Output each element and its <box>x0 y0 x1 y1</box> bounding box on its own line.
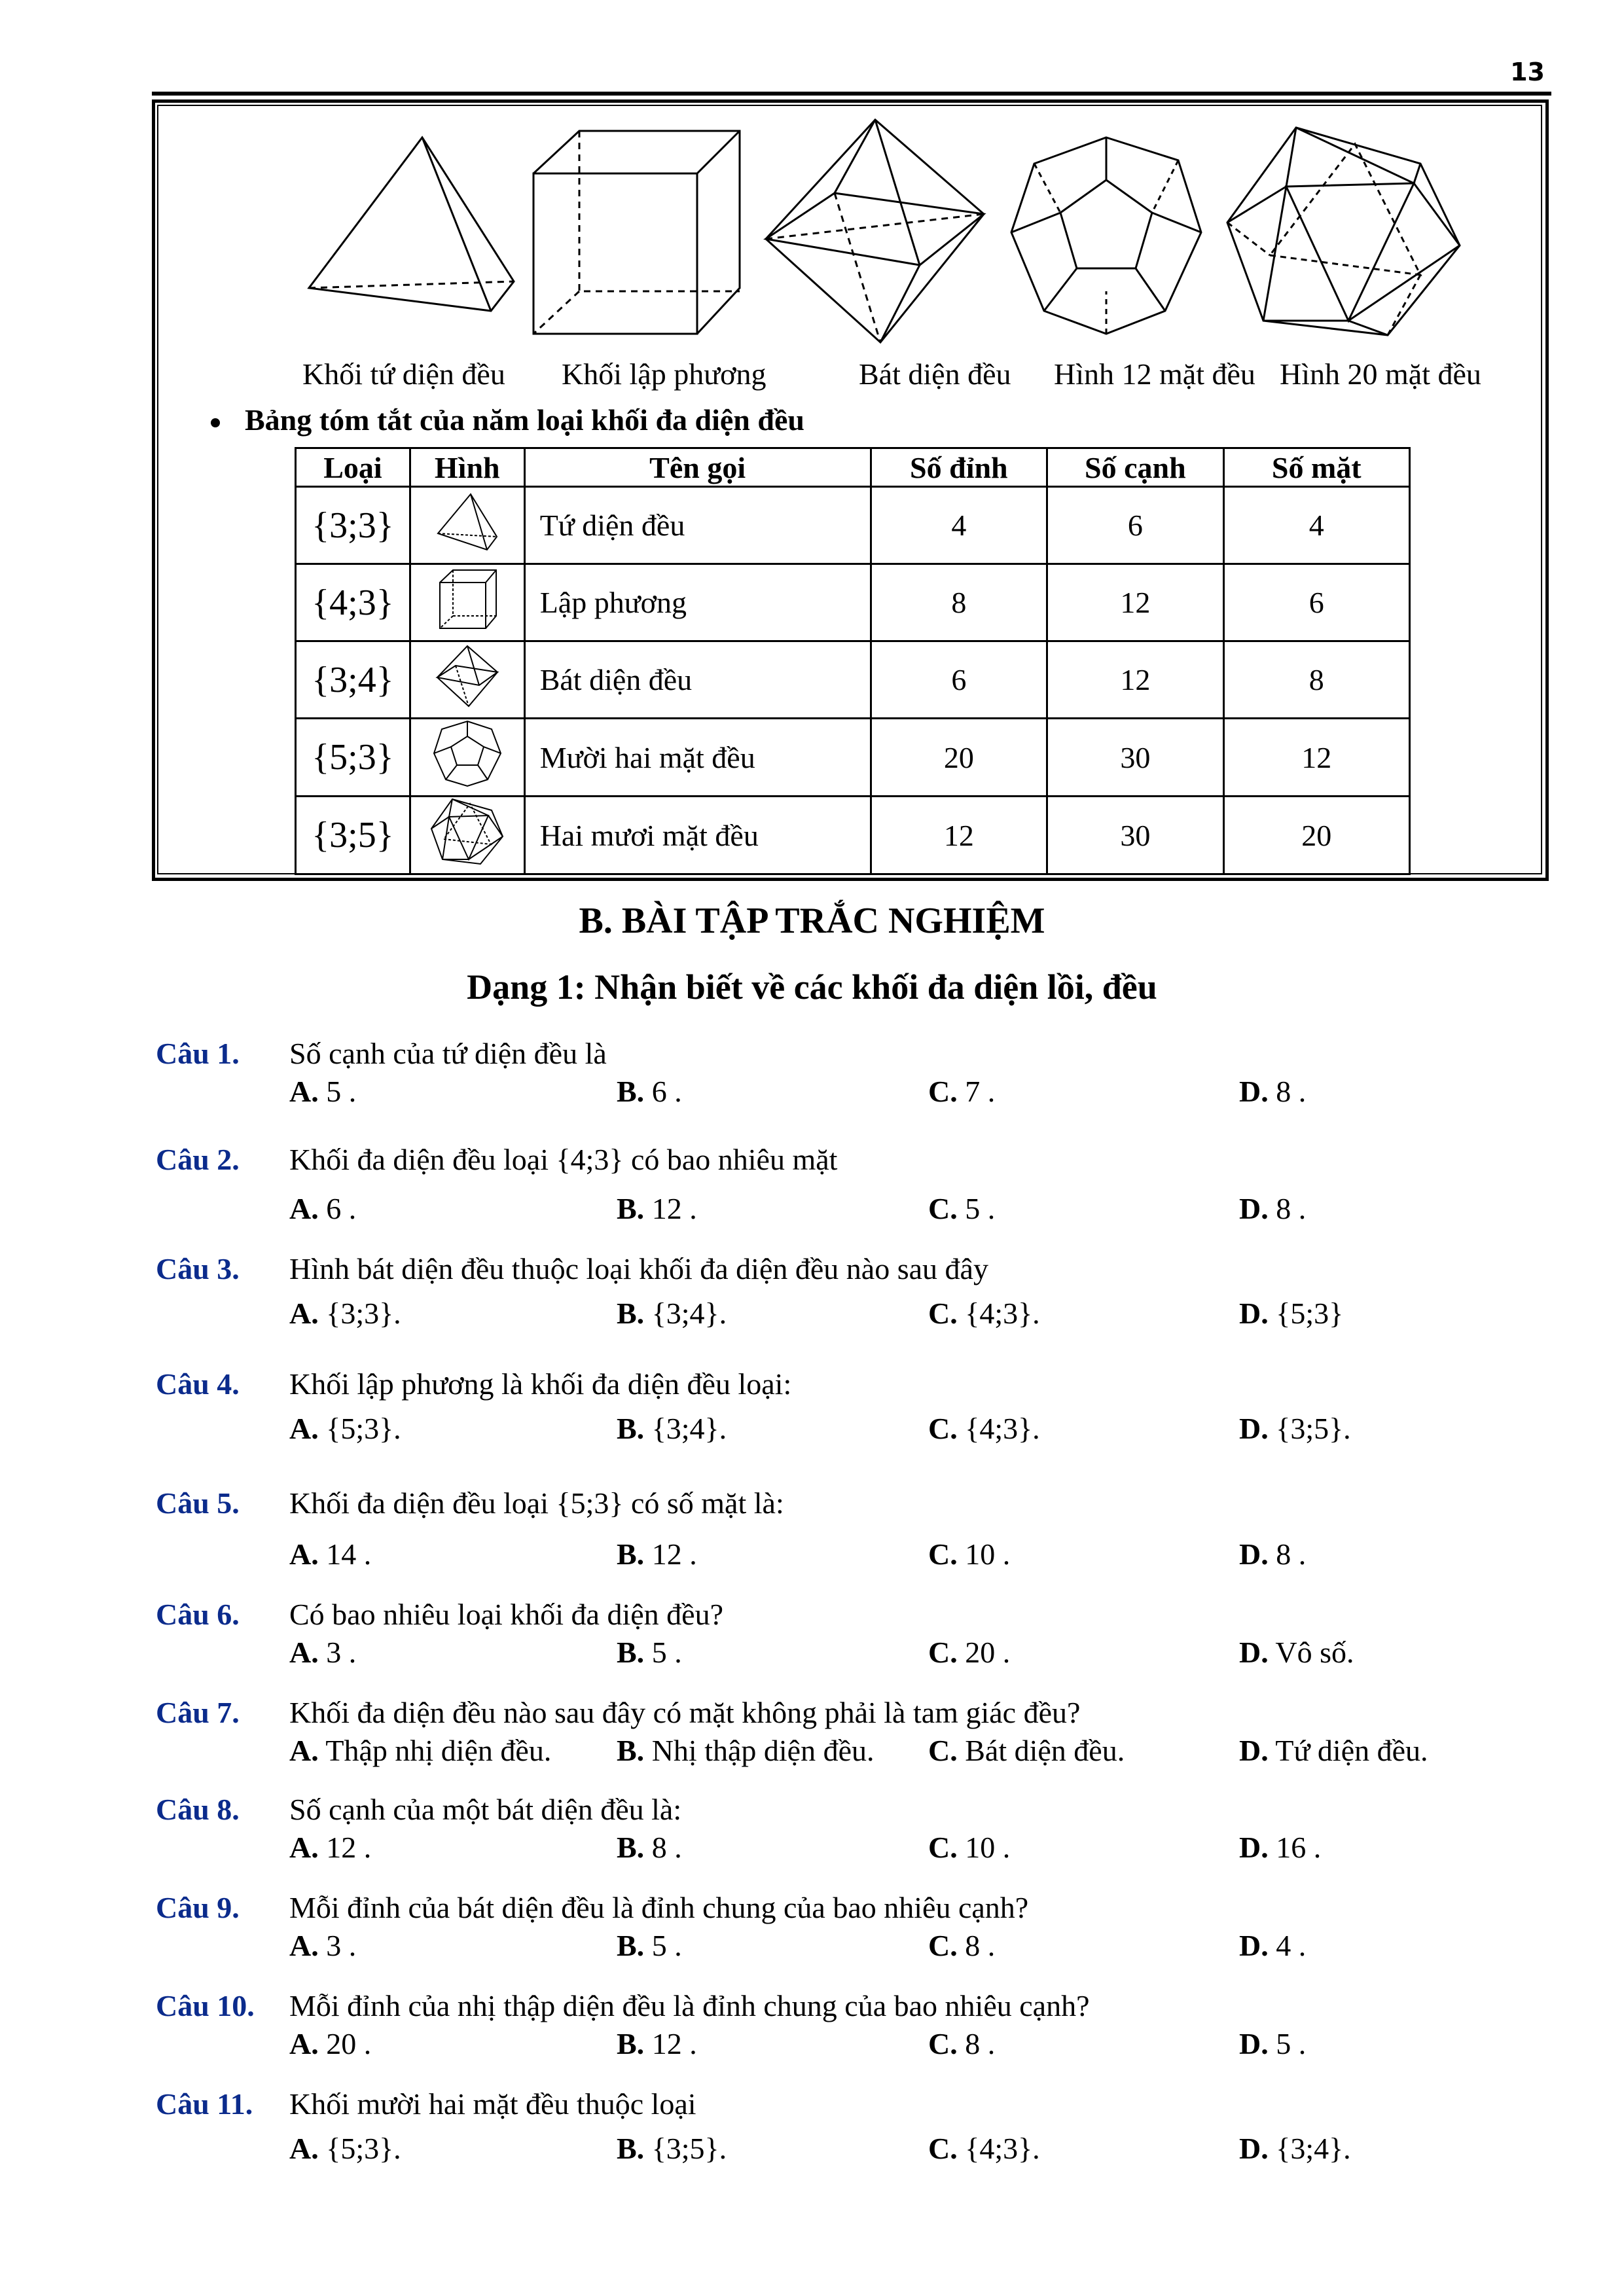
octahedron-figure <box>763 115 988 347</box>
subsection-title: Dạng 1: Nhận biết về các khối đa diện lồi, đều <box>467 967 1157 1007</box>
cell-name: Mười hai mặt đều <box>524 719 871 797</box>
cell-canh: 30 <box>1047 797 1223 874</box>
cell-hinh <box>410 797 524 874</box>
option-d[interactable]: D. {3;5}. <box>1239 1412 1351 1445</box>
summary-title: Bảng tóm tắt của năm loại khối đa diện đều <box>211 403 804 437</box>
octahedron-icon <box>435 643 500 709</box>
option-a[interactable]: A. Thập nhị diện đều. <box>289 1734 552 1767</box>
option-c[interactable]: C. 20 . <box>928 1636 1011 1669</box>
cell-dinh: 4 <box>871 487 1047 564</box>
option-b[interactable]: B. 5 . <box>617 1636 682 1669</box>
question-number: Câu 1. <box>156 1037 240 1070</box>
table-row <box>296 487 1410 564</box>
page-number: 13 <box>1510 58 1545 86</box>
header-loai: Loại <box>296 448 410 487</box>
option-b[interactable]: B. 8 . <box>617 1831 682 1864</box>
option-b[interactable]: B. {3;4}. <box>617 1412 727 1445</box>
cell-mat: 8 <box>1223 641 1409 719</box>
option-b[interactable]: B. 5 . <box>617 1929 682 1962</box>
cube-icon <box>435 566 500 632</box>
option-a[interactable]: A. 3 . <box>289 1636 357 1669</box>
header-ten-goi: Tên gọi <box>524 448 871 487</box>
header-so-dinh: Số đỉnh <box>871 448 1047 487</box>
header-rule <box>152 92 1551 96</box>
option-c[interactable]: C. 8 . <box>928 2027 996 2060</box>
cell-name: Bát diện đều <box>524 641 871 719</box>
table-row <box>296 797 1410 874</box>
section-title: B. BÀI TẬP TRẮC NGHIỆM <box>579 901 1045 941</box>
option-b[interactable]: B. Nhị thập diện đều. <box>617 1734 875 1767</box>
cell-mat: 12 <box>1223 719 1409 797</box>
dodecahedron-figure <box>1008 134 1204 337</box>
question-stem: Mỗi đỉnh của nhị thập diện đều là đỉnh chung của bao nhiêu cạnh? <box>289 1989 1090 2022</box>
cell-loai: {3;5} <box>296 797 410 874</box>
option-d[interactable]: D. {3;4}. <box>1239 2132 1351 2165</box>
option-c[interactable]: C. 10 . <box>928 1831 1011 1864</box>
option-b[interactable]: B. {3;5}. <box>617 2132 727 2165</box>
question-stem: Có bao nhiêu loại khối đa diện đều? <box>289 1598 724 1631</box>
cell-mat: 4 <box>1223 487 1409 564</box>
header-so-canh: Số cạnh <box>1047 448 1223 487</box>
option-c[interactable]: C. 5 . <box>928 1192 996 1225</box>
cell-loai: {3;3} <box>296 487 410 564</box>
bullet-icon <box>211 418 220 427</box>
question-stem: Số cạnh của một bát diện đều là: <box>289 1793 682 1826</box>
option-b[interactable]: B. 12 . <box>617 1537 697 1571</box>
question-number: Câu 8. <box>156 1793 240 1826</box>
option-a[interactable]: A. {5;3}. <box>289 2132 401 2165</box>
question-number: Câu 6. <box>156 1598 240 1631</box>
option-a[interactable]: A. 14 . <box>289 1537 372 1571</box>
question-stem: Khối đa diện đều nào sau đây có mặt không phải là tam giác đều? <box>289 1696 1081 1729</box>
cell-loai: {3;4} <box>296 641 410 719</box>
cell-dinh: 20 <box>871 719 1047 797</box>
question-number: Câu 9. <box>156 1891 240 1924</box>
label-dodecahedron: Hình 12 mặt đều <box>1054 357 1255 391</box>
cell-loai: {4;3} <box>296 564 410 641</box>
option-b[interactable]: B. 12 . <box>617 1192 697 1225</box>
summary-table <box>295 447 1411 875</box>
table-row <box>296 641 1410 719</box>
option-a[interactable]: A. 6 . <box>289 1192 357 1225</box>
icosahedron-icon <box>429 797 505 866</box>
label-tetrahedron: Khối tứ diện đều <box>302 357 505 391</box>
option-a[interactable]: A. {3;3}. <box>289 1297 401 1330</box>
dodecahedron-icon <box>431 719 503 788</box>
cell-name: Tứ diện đều <box>524 487 871 564</box>
option-b[interactable]: B. 12 . <box>617 2027 697 2060</box>
question-stem: Khối lập phương là khối đa diện đều loại: <box>289 1367 792 1401</box>
option-d[interactable]: D. 8 . <box>1239 1537 1307 1571</box>
option-d[interactable]: D. Vô số. <box>1239 1636 1354 1669</box>
table-row <box>296 564 1410 641</box>
question-number: Câu 5. <box>156 1486 240 1520</box>
cell-mat: 6 <box>1223 564 1409 641</box>
cube-figure <box>527 124 746 340</box>
option-d[interactable]: D. 8 . <box>1239 1075 1307 1108</box>
question-number: Câu 10. <box>156 1989 255 2022</box>
cell-hinh <box>410 641 524 719</box>
option-d[interactable]: D. 5 . <box>1239 2027 1307 2060</box>
question-number: Câu 2. <box>156 1143 240 1176</box>
header-so-mat: Số mặt <box>1223 448 1409 487</box>
option-a[interactable]: A. {5;3}. <box>289 1412 401 1445</box>
question-number: Câu 4. <box>156 1367 240 1401</box>
header-hinh: Hình <box>410 448 524 487</box>
option-d[interactable]: D. {5;3} <box>1239 1297 1344 1330</box>
option-a[interactable]: A. 3 . <box>289 1929 357 1962</box>
cell-dinh: 12 <box>871 797 1047 874</box>
cell-canh: 6 <box>1047 487 1223 564</box>
cell-hinh <box>410 487 524 564</box>
option-c[interactable]: C. Bát diện đều. <box>928 1734 1125 1767</box>
icosahedron-figure <box>1224 124 1466 340</box>
cell-dinh: 8 <box>871 564 1047 641</box>
question-stem: Mỗi đỉnh của bát diện đều là đỉnh chung của bao nhiêu cạnh? <box>289 1891 1029 1924</box>
option-b[interactable]: B. {3;4}. <box>617 1297 727 1330</box>
cell-name: Lập phương <box>524 564 871 641</box>
option-c[interactable]: C. 7 . <box>928 1075 996 1108</box>
option-d[interactable]: D. 4 . <box>1239 1929 1307 1962</box>
cell-name: Hai mươi mặt đều <box>524 797 871 874</box>
question-stem: Khối mười hai mặt đều thuộc loại <box>289 2087 696 2121</box>
cell-mat: 20 <box>1223 797 1409 874</box>
tetrahedron-figure <box>301 131 524 340</box>
label-cube: Khối lập phương <box>562 357 767 391</box>
cell-loai: {5;3} <box>296 719 410 797</box>
option-d[interactable]: D. 16 . <box>1239 1831 1322 1864</box>
question-number: Câu 7. <box>156 1696 240 1729</box>
label-octahedron: Bát diện đều <box>859 357 1011 391</box>
cell-dinh: 6 <box>871 641 1047 719</box>
option-c[interactable]: C. 10 . <box>928 1537 1011 1571</box>
question-number: Câu 3. <box>156 1252 240 1285</box>
question-stem: Khối đa diện đều loại {5;3} có số mặt là: <box>289 1486 784 1520</box>
cell-canh: 12 <box>1047 564 1223 641</box>
option-d[interactable]: D. Tứ diện đều. <box>1239 1734 1428 1767</box>
cell-hinh <box>410 564 524 641</box>
label-icosahedron: Hình 20 mặt đều <box>1280 357 1481 391</box>
option-c[interactable]: C. {4;3}. <box>928 1412 1040 1445</box>
option-c[interactable]: C. 8 . <box>928 1929 996 1962</box>
question-stem: Khối đa diện đều loại {4;3} có bao nhiêu mặt <box>289 1143 838 1176</box>
cell-hinh <box>410 719 524 797</box>
question-number: Câu 11. <box>156 2087 253 2121</box>
option-a[interactable]: A. 12 . <box>289 1831 372 1864</box>
cell-canh: 30 <box>1047 719 1223 797</box>
option-c[interactable]: C. {4;3}. <box>928 2132 1040 2165</box>
option-a[interactable]: A. 5 . <box>289 1075 357 1108</box>
option-c[interactable]: C. {4;3}. <box>928 1297 1040 1330</box>
option-d[interactable]: D. 8 . <box>1239 1192 1307 1225</box>
option-a[interactable]: A. 20 . <box>289 2027 372 2060</box>
question-stem: Số cạnh của tứ diện đều là <box>289 1037 607 1070</box>
tetrahedron-icon <box>435 491 500 553</box>
table-header-row <box>296 448 1410 487</box>
option-b[interactable]: B. 6 . <box>617 1075 682 1108</box>
table-row <box>296 719 1410 797</box>
question-stem: Hình bát diện đều thuộc loại khối đa diện đều nào sau đây <box>289 1252 988 1285</box>
cell-canh: 12 <box>1047 641 1223 719</box>
